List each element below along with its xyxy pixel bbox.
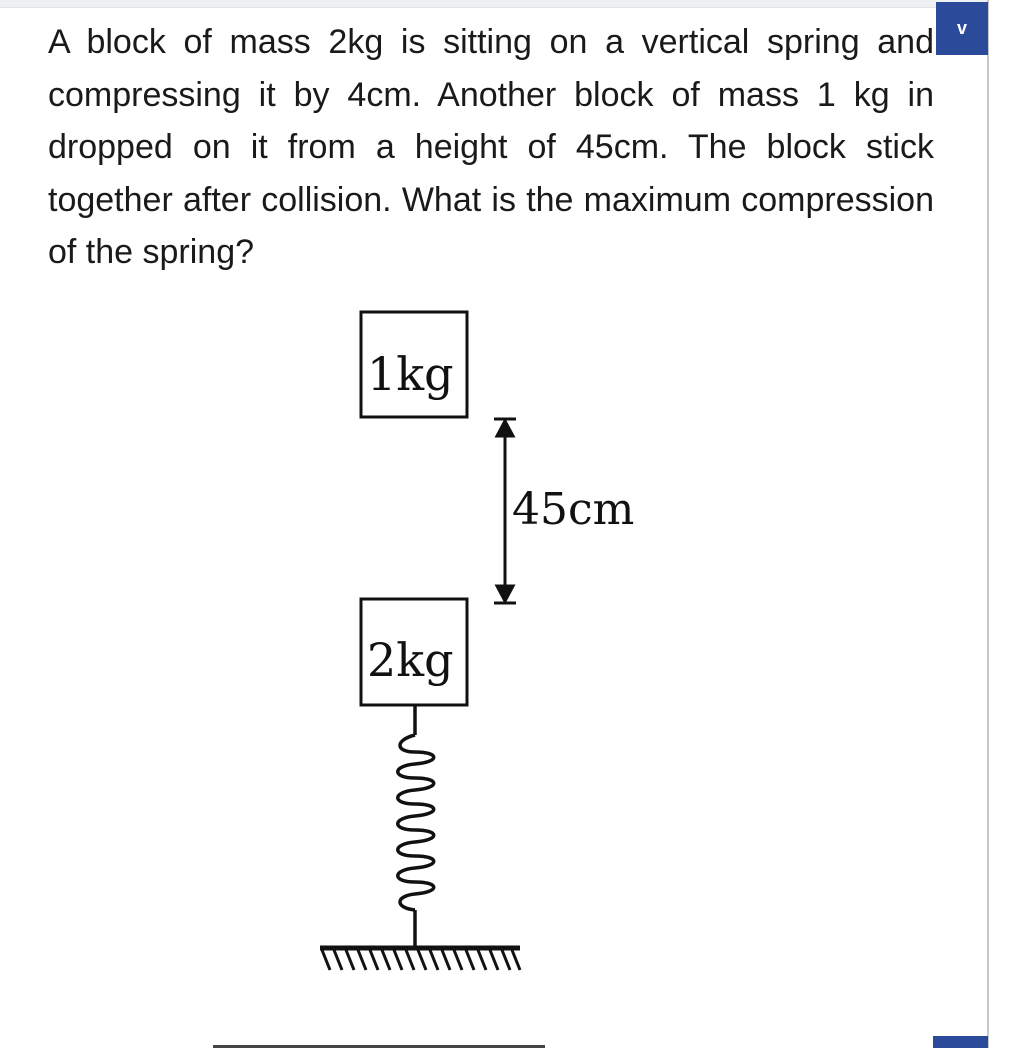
ground <box>320 948 520 970</box>
spring <box>398 706 434 947</box>
bottom-block-2kg <box>361 599 467 705</box>
bottom-block-label: 2kg <box>367 633 454 687</box>
top-block-1kg <box>361 312 467 417</box>
top-block-label: 1kg <box>367 347 454 401</box>
height-label: 45cm <box>512 484 635 535</box>
question-text: A block of mass 2kg is sitting on a vertical spring and compressing it by 4cm. Another block of mass 1 kg in dropped on it from a height of 45cm. The block stick together after collision. What is the maximum compression of the spring? <box>48 23 934 271</box>
expand-toggle-button[interactable]: v <box>936 2 988 55</box>
next-toggle-button[interactable] <box>933 1036 988 1048</box>
